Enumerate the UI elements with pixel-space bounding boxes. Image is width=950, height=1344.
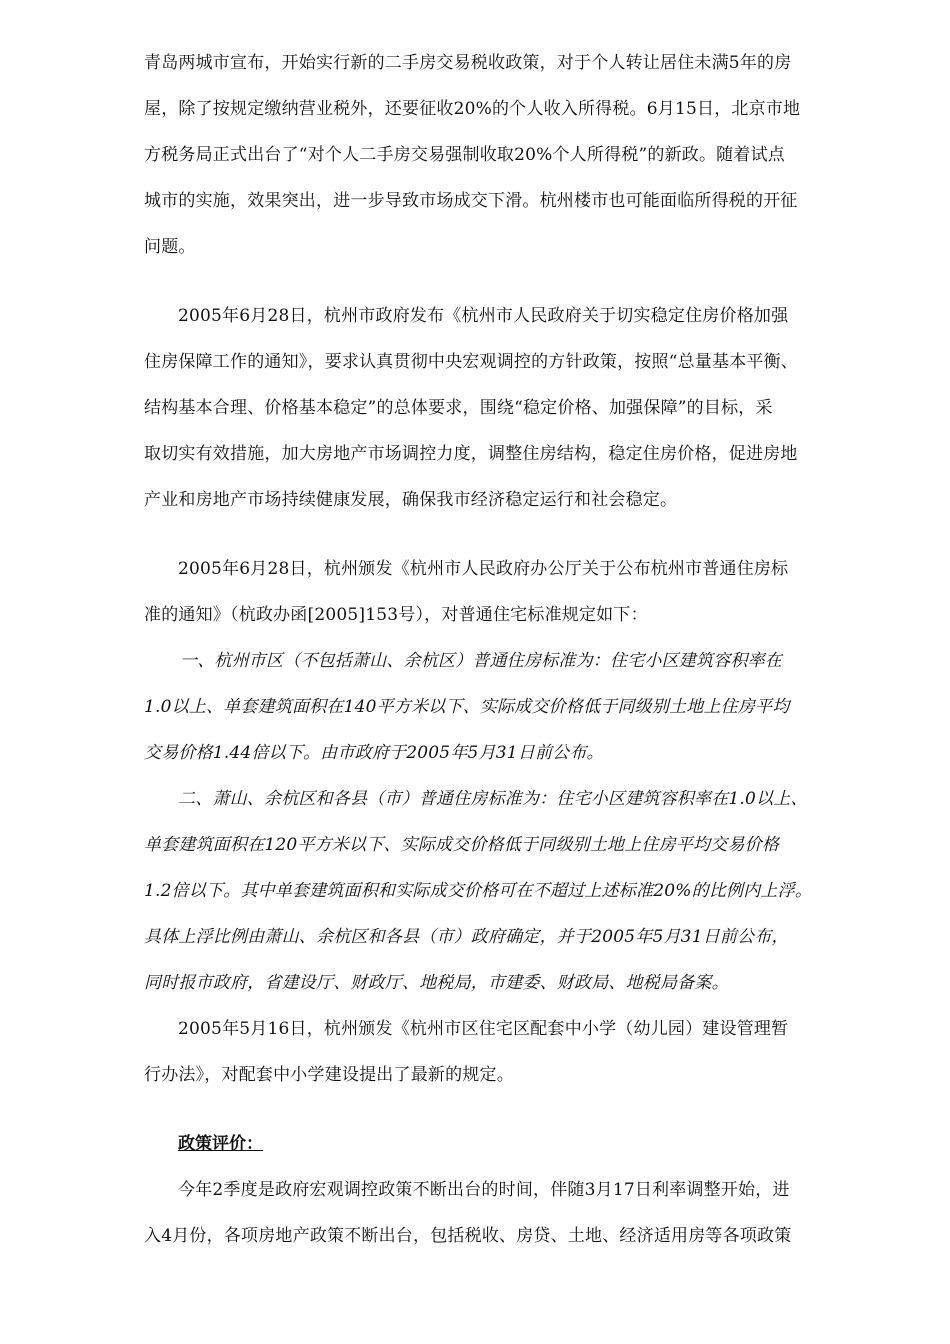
paragraph-line: 青岛两城市宣布，开始实行新的二手房交易税收政策，对于个人转让居住未满5年的房: [144, 53, 792, 73]
italic-list-item-line: 1.2倍以下。其中单套建筑面积和实际成交价格可在不超过上述标准20%的比例内上浮。: [144, 881, 813, 901]
paragraph-line: 2005年5月16日，杭州颁发《杭州市区住宅区配套中小学（幼儿园）建设管理暂: [178, 1019, 789, 1039]
italic-list-item-line: 同时报市政府，省建设厅、财政厅、地税局，市建委、财政局、地税局备案。: [144, 973, 729, 993]
italic-list-item-line: 二、萧山、余杭区和各县（市）普通住房标准为：住宅小区建筑容积率在1.0以上、: [178, 789, 808, 809]
paragraph-line: 2005年6月28日，杭州颁发《杭州市人民政府办公厅关于公布杭州市普通住房标: [178, 559, 789, 579]
section-heading: 政策评价：: [178, 1134, 263, 1154]
paragraph-line: 2005年6月28日，杭州市政府发布《杭州市人民政府关于切实稳定住房价格加强: [178, 306, 789, 326]
paragraph-line: 住房保障工作的通知》，要求认真贯彻中央宏观调控的方针政策，按照“总量基本平衡、: [144, 352, 798, 372]
italic-list-item-line: 交易价格1.44倍以下。由市政府于2005年5月31日前公布。: [144, 743, 604, 763]
paragraph-line: 今年2季度是政府宏观调控政策不断出台的时间，伴随3月17日利率调整开始，进: [178, 1180, 790, 1200]
italic-list-item-line: 1.0以上、单套建筑面积在140平方米以下、实际成交价格低于同级别土地上住房平均: [144, 697, 790, 717]
paragraph-line: 问题。: [144, 237, 196, 257]
italic-list-item-line: 具体上浮比例由萧山、余杭区和各县（市）政府确定，并于2005年5月31日前公布，: [144, 927, 789, 947]
paragraph-line: 方税务局正式出台了“对个人二手房交易强制收取20%个人所得税”的新政。随着试点: [144, 145, 785, 165]
paragraph-line: 产业和房地产市场持续健康发展，确保我市经济稳定运行和社会稳定。: [144, 490, 678, 510]
paragraph-line: 结构基本合理、价格基本稳定”的总体要求，围绕“稳定价格、加强保障”的目标，采: [144, 398, 773, 418]
paragraph-line: 取切实有效措施，加大房地产市场调控力度，调整住房结构，稳定住房价格，促进房地: [144, 444, 798, 464]
paragraph-line: 城市的实施，效果突出，进一步导致市场成交下滑。杭州楼市也可能面临所得税的开征: [144, 191, 798, 211]
italic-list-item-line: 一、杭州市区（不包括萧山、余杭区）普通住房标准为：住宅小区建筑容积率在: [180, 651, 782, 671]
paragraph-line: 入4月份，各项房地产政策不断出台，包括税收、房贷、土地、经济适用房等各项政策: [144, 1226, 792, 1246]
italic-list-item-line: 单套建筑面积在120平方米以下、实际成交价格低于同级别土地上住房平均交易价格: [144, 835, 780, 855]
paragraph-line: 屋，除了按规定缴纳营业税外，还要征收20%的个人收入所得税。6月15日，北京市地: [144, 99, 801, 119]
paragraph-line: 行办法》，对配套中小学建设提出了最新的规定。: [144, 1065, 514, 1085]
paragraph-line: 准的通知》（杭政办函[2005]153号），对普通住宅标准规定如下：: [144, 605, 648, 625]
